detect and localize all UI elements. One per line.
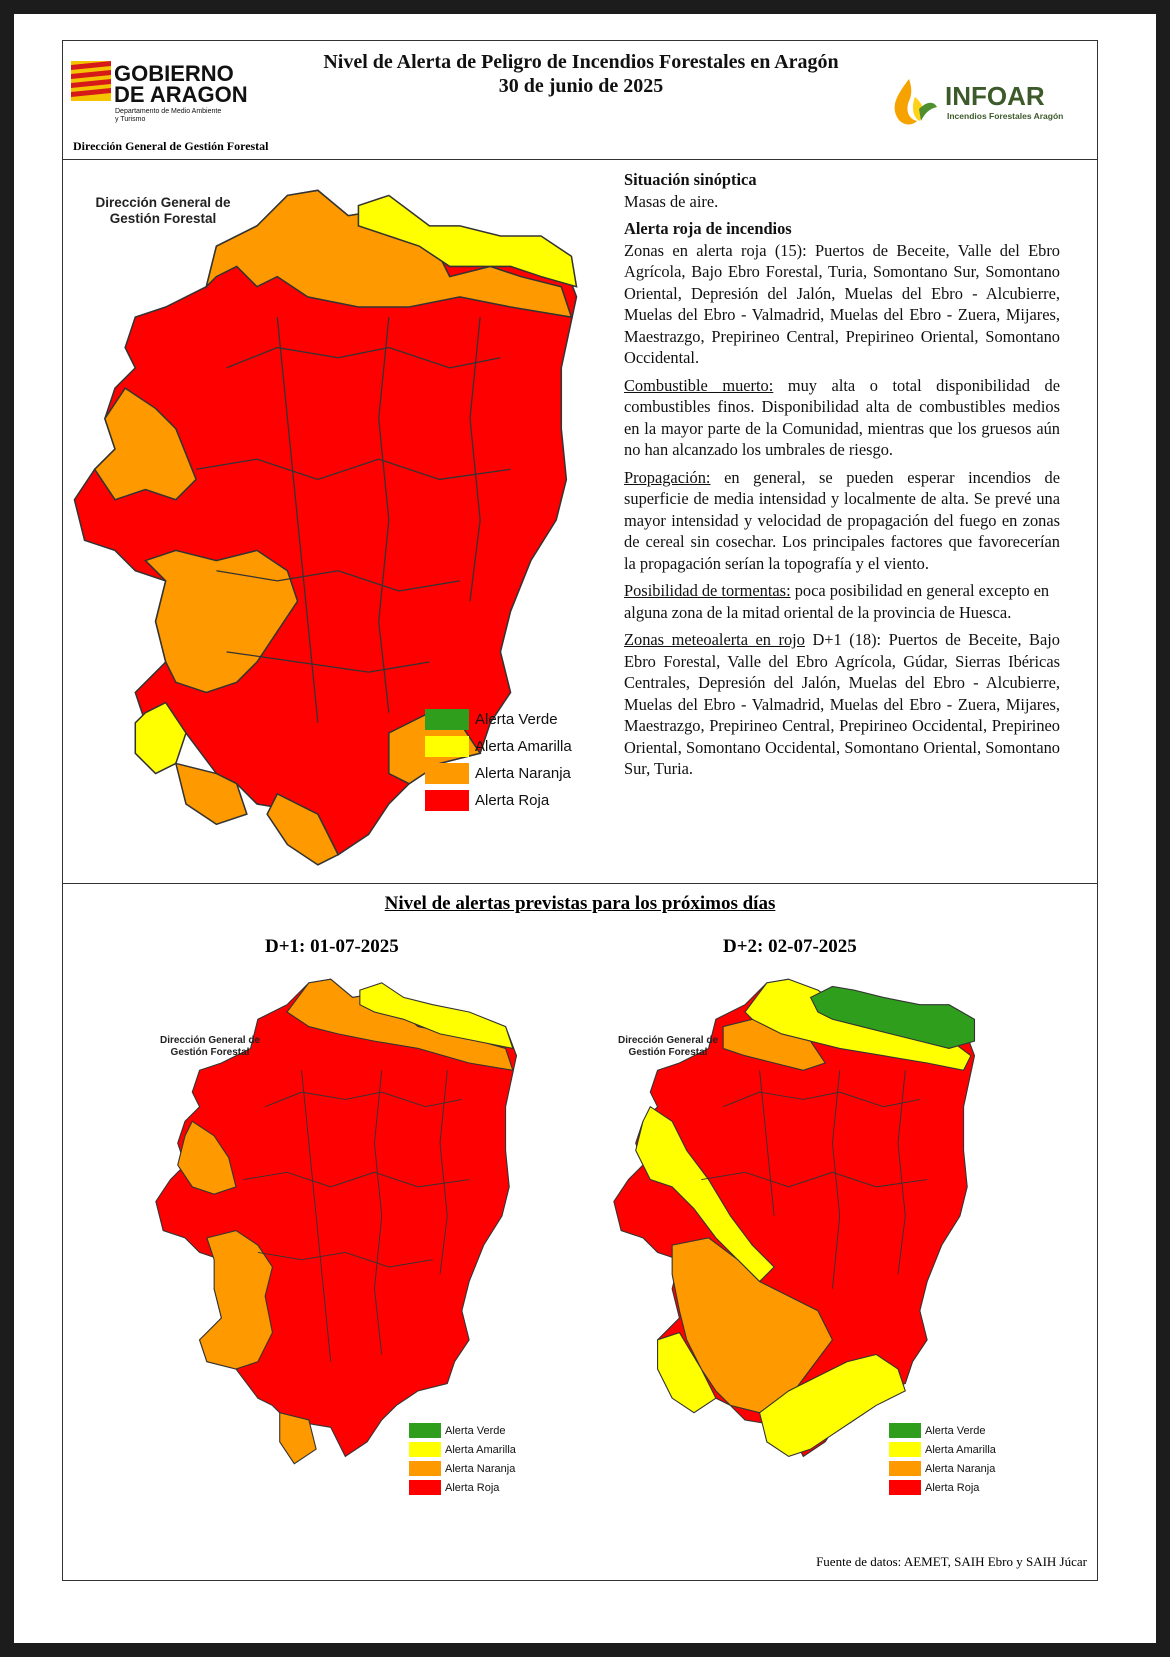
d2-map-label [603, 1035, 733, 1059]
forecast-title: Nivel de alertas previstas para los próximos días [384, 893, 776, 914]
main-map-label-line1: Dirección General de [95, 195, 231, 210]
roja-body: Zonas en alerta roja (15): Puertos de Beceite, Valle del Ebro Agrícola, Bajo Ebro Forestal, Turia, Somontano Sur, Somontano Oriental, Depresión del Jalón, Muelas del Ebro - Alcubierre, Muelas del Ebro - Valmadrid, Muelas del Ebro - Zuera, Mijares, Maestrazgo, Prepirineo Central, Prepirineo Oriental, Somontano Occidental. [624, 240, 1060, 367]
legend-item-roja [425, 790, 572, 811]
aragon-flag-icon [71, 61, 111, 101]
d2-legend-swatch-amarilla [889, 1442, 921, 1457]
d1-legend-roja [409, 1480, 516, 1495]
logo-sub2: y Turismo [115, 116, 146, 123]
d2-legend-swatch-naranja [889, 1461, 921, 1476]
d1-legend-amarilla [409, 1442, 516, 1457]
d2-map-label-line1: Dirección General de [617, 1035, 719, 1046]
d1-map-label [145, 1035, 275, 1059]
d2-legend-label-amarilla: Alerta Amarilla [925, 1443, 996, 1456]
propagacion-body: en general, se pueden esperar incendios de superficie de media intensidad y localmente de alta. Se prevé una mayor intensidad y velocidad de propagación del fuego en zonas de cereal sin cosechar. Los principales factores que favorecerían la propagación serían la topografía y el viento. [624, 467, 1060, 573]
d1-map-label-line1: Dirección General de [159, 1035, 261, 1046]
legend-swatch-amarilla [425, 736, 469, 757]
combustible-paragraph [624, 375, 1060, 461]
page-title: Nivel de Alerta de Peligro de Incendios Forestales en Aragón [323, 51, 839, 73]
legend-swatch-roja [425, 790, 469, 811]
tormentas-body: poca posibilidad en general excepto en alguna zona de la mitad oriental de la provincia de Huesca. [624, 581, 1050, 622]
legend-swatch-naranja [425, 763, 469, 784]
d1-legend-label-roja: Alerta Roja [445, 1481, 500, 1494]
main-map-label-line2: Gestión Forestal [109, 211, 217, 226]
d1-legend-naranja [409, 1461, 516, 1476]
infoar-logo [889, 73, 1081, 135]
header [63, 41, 1097, 160]
sinoptica-body: Masas de aire. [624, 191, 719, 211]
d2-title: D+2: 02-07-2025 [723, 936, 857, 957]
d2-legend-swatch-roja [889, 1480, 921, 1495]
propagacion-paragraph [624, 467, 1060, 575]
legend-item-amarilla [425, 736, 572, 757]
d1-legend-verde [409, 1423, 516, 1438]
d1-legend-label-amarilla: Alerta Amarilla [445, 1443, 516, 1456]
d2-legend-naranja [889, 1461, 996, 1476]
roja-title: Alerta roja de incendios [624, 219, 792, 238]
infoar-name: INFOAR [945, 81, 1045, 111]
tormentas-label: Posibilidad de tormentas: [624, 581, 791, 600]
d2-legend-amarilla [889, 1442, 996, 1457]
d2-legend-verde [889, 1423, 996, 1438]
flame-leaf-icon [895, 79, 937, 124]
d2-legend-roja [889, 1480, 996, 1495]
report-frame [62, 40, 1098, 1581]
d2-map-label-line2: Gestión Forestal [628, 1047, 708, 1058]
d1-legend-swatch-naranja [409, 1461, 441, 1476]
d2-legend-label-naranja: Alerta Naranja [925, 1462, 996, 1475]
legend-item-verde [425, 709, 572, 730]
d2-legend-label-verde: Alerta Verde [925, 1424, 986, 1437]
d1-legend [409, 1423, 516, 1495]
current-alert-section [63, 159, 1097, 884]
report-sheet [14, 14, 1156, 1643]
logo-line2: DE ARAGON [114, 82, 248, 107]
infoar-sub: Incendios Forestales Aragón [947, 111, 1064, 121]
main-map-label [83, 195, 243, 227]
d1-legend-swatch-verde [409, 1423, 441, 1438]
department-label: Dirección General de Gestión Forestal [73, 139, 269, 153]
meteo-body: D+1 (18): Puertos de Beceite, Bajo Ebro Forestal, Valle del Ebro Agrícola, Gúdar, Sierras Ibéricas Centrales, Depresión del Jalón, Muelas del Ebro - Alcubierre, Muelas del Ebro - Valmadrid, Muelas del Ebro - Zuera, Mijares, Maestrazgo, Prepirineo Central, Prepirineo Occidental, Prepirineo Oriental, Somontano Occidental, Somontano Oriental, Somontano Sur, Turia. [624, 630, 1060, 778]
legend-swatch-verde [425, 709, 469, 730]
logo-sub1: Departamento de Medio Ambiente [115, 108, 222, 115]
legend-label-verde: Alerta Verde [475, 711, 558, 728]
logo-line1: GOBIERNO [114, 61, 234, 86]
d1-title: D+1: 01-07-2025 [265, 936, 399, 957]
combustible-body: muy alta o total disponibilidad de combustibles finos. Disponibilidad alta de combustibles medios en la mayor parte de la Comunidad, mientras que los gruesos aún no han alcanzado los umbrales de riesgo. [624, 375, 1060, 459]
d1-legend-swatch-roja [409, 1480, 441, 1495]
legend-item-naranja [425, 763, 572, 784]
main-map-legend [425, 709, 572, 811]
d1-legend-swatch-amarilla [409, 1442, 441, 1457]
legend-label-amarilla: Alerta Amarilla [475, 738, 572, 755]
combustible-label: Combustible muerto: [624, 375, 774, 395]
tormentas-paragraph [624, 580, 1060, 623]
d2-legend-label-roja: Alerta Roja [925, 1481, 980, 1494]
page-date: 30 de junio de 2025 [498, 75, 664, 97]
d1-legend-label-verde: Alerta Verde [445, 1424, 506, 1437]
legend-label-roja: Alerta Roja [475, 792, 550, 809]
d2-legend [889, 1423, 996, 1495]
legend-label-naranja: Alerta Naranja [475, 765, 571, 782]
d1-map-label-line2: Gestión Forestal [170, 1047, 250, 1058]
data-source: Fuente de datos: AEMET, SAIH Ebro y SAIH Júcar [816, 1554, 1087, 1569]
sinoptica-title: Situación sinóptica [624, 170, 757, 189]
d1-legend-label-naranja: Alerta Naranja [445, 1462, 516, 1475]
meteo-paragraph [624, 629, 1060, 780]
meteo-label: Zonas meteoalerta en rojo [624, 630, 805, 649]
d2-legend-swatch-verde [889, 1423, 921, 1438]
propagacion-label: Propagación: [624, 467, 711, 487]
alert-description [624, 169, 1060, 786]
